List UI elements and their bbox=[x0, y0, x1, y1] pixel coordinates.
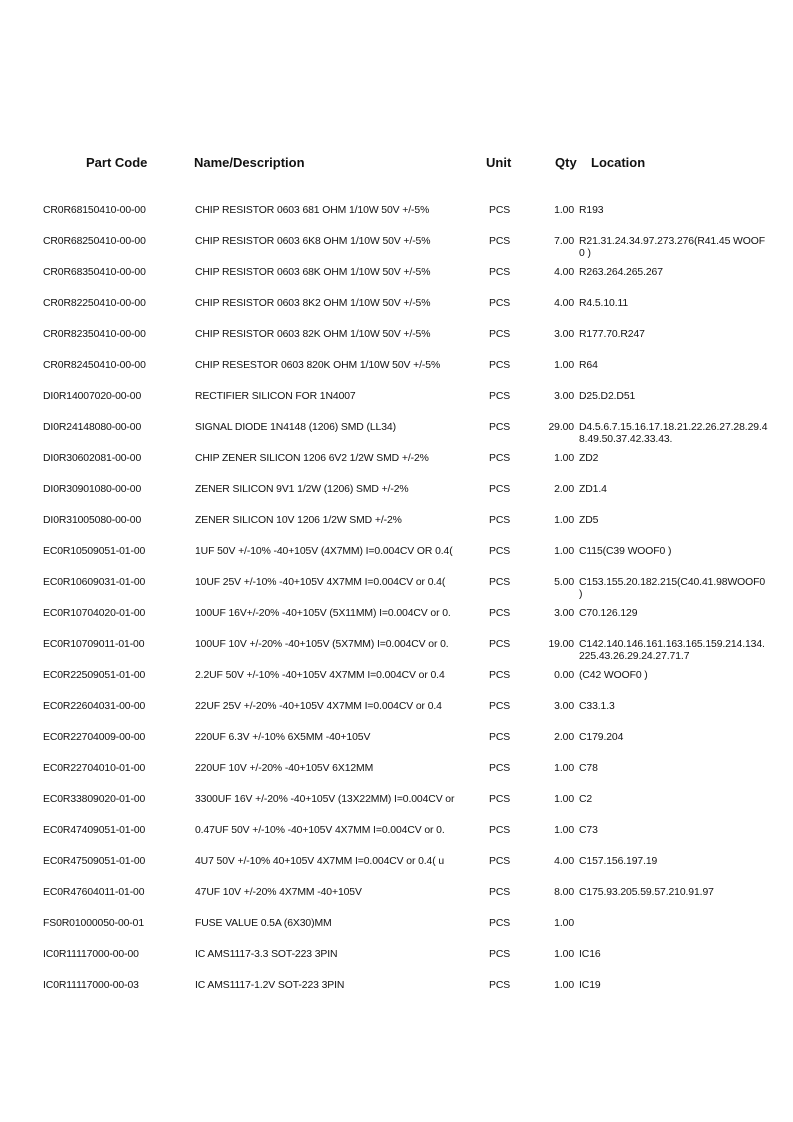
description-cell: 2.2UF 50V +/-10% -40+105V 4X7MM I=0.004CV or 0.4 bbox=[195, 670, 445, 681]
unit-cell: PCS bbox=[489, 670, 511, 681]
table-row bbox=[0, 453, 793, 484]
location-cell: C179.204 bbox=[579, 732, 624, 743]
part-code-cell: EC0R10709011-01-00 bbox=[43, 639, 145, 650]
qty-cell: 1.00 bbox=[554, 205, 574, 216]
description-cell: IC AMS1117-1.2V SOT-223 3PIN bbox=[195, 980, 345, 991]
part-code-cell: FS0R01000050-00-01 bbox=[43, 918, 145, 929]
part-code-cell: EC0R22604031-00-00 bbox=[43, 701, 146, 712]
description-cell: CHIP RESISTOR 0603 8K2 OHM 1/10W 50V +/-5% bbox=[195, 298, 431, 309]
header-name-description: Name/Description bbox=[194, 155, 305, 170]
table-row bbox=[0, 205, 793, 236]
part-code-cell: EC0R22509051-01-00 bbox=[43, 670, 146, 681]
table-row bbox=[0, 298, 793, 329]
unit-cell: PCS bbox=[489, 329, 511, 340]
table-row bbox=[0, 670, 793, 701]
description-cell: 100UF 16V+/-20% -40+105V (5X11MM) I=0.004CV or 0. bbox=[195, 608, 451, 619]
description-cell: 47UF 10V +/-20% 4X7MM -40+105V bbox=[195, 887, 362, 898]
qty-cell: 4.00 bbox=[554, 267, 574, 278]
part-code-cell: DI0R30901080-00-00 bbox=[43, 484, 142, 495]
table-row bbox=[0, 236, 793, 267]
unit-cell: PCS bbox=[489, 205, 511, 216]
qty-cell: 1.00 bbox=[554, 825, 574, 836]
qty-cell: 1.00 bbox=[554, 515, 574, 526]
part-code-cell: EC0R22704010-01-00 bbox=[43, 763, 146, 774]
part-code-cell: EC0R22704009-00-00 bbox=[43, 732, 146, 743]
description-cell: 4U7 50V +/-10% 40+105V 4X7MM I=0.004CV or 0.4( u bbox=[195, 856, 445, 867]
unit-cell: PCS bbox=[489, 608, 511, 619]
qty-cell: 2.00 bbox=[554, 484, 574, 495]
qty-cell: 4.00 bbox=[554, 298, 574, 309]
description-cell: ZENER SILICON 10V 1206 1/2W SMD +/-2% bbox=[195, 515, 402, 526]
unit-cell: PCS bbox=[489, 515, 511, 526]
location-cell: R21.31.24.34.97.273.276(R41.45 WOOF0 ) bbox=[579, 236, 765, 259]
qty-cell: 3.00 bbox=[554, 701, 574, 712]
unit-cell: PCS bbox=[489, 825, 511, 836]
unit-cell: PCS bbox=[489, 360, 511, 371]
description-cell: CHIP RESISTOR 0603 68K OHM 1/10W 50V +/-5% bbox=[195, 267, 431, 278]
qty-cell: 1.00 bbox=[554, 763, 574, 774]
location-cell: D4.5.6.7.15.16.17.18.21.22.26.27.28.29.48.49.50.37.42.33.43. bbox=[579, 422, 768, 445]
location-cell: C175.93.205.59.57.210.91.97 bbox=[579, 887, 714, 898]
location-cell: C153.155.20.182.215(C40.41.98WOOF0 ) bbox=[579, 577, 766, 600]
unit-cell: PCS bbox=[489, 422, 511, 433]
unit-cell: PCS bbox=[489, 887, 511, 898]
location-cell: C70.126.129 bbox=[579, 608, 638, 619]
description-cell: 100UF 10V +/-20% -40+105V (5X7MM) I=0.004CV or 0. bbox=[195, 639, 449, 650]
location-cell: R64 bbox=[579, 360, 598, 371]
qty-cell: 19.00 bbox=[548, 639, 574, 650]
qty-cell: 3.00 bbox=[554, 329, 574, 340]
qty-cell: 7.00 bbox=[554, 236, 574, 247]
table-row bbox=[0, 515, 793, 546]
unit-cell: PCS bbox=[489, 236, 511, 247]
location-cell: C33.1.3 bbox=[579, 701, 615, 712]
location-cell: C115(C39 WOOF0 ) bbox=[579, 546, 672, 557]
part-code-cell: CR0R68150410-00-00 bbox=[43, 205, 146, 216]
table-row bbox=[0, 360, 793, 391]
location-cell: ZD2 bbox=[579, 453, 599, 464]
table-row bbox=[0, 329, 793, 360]
description-cell: 220UF 6.3V +/-10% 6X5MM -40+105V bbox=[195, 732, 371, 743]
unit-cell: PCS bbox=[489, 639, 511, 650]
description-cell: 10UF 25V +/-10% -40+105V 4X7MM I=0.004CV or 0.4( bbox=[195, 577, 446, 588]
header-qty: Qty bbox=[555, 155, 577, 170]
table-row bbox=[0, 701, 793, 732]
parts-table bbox=[0, 205, 793, 1011]
description-cell: 1UF 50V +/-10% -40+105V (4X7MM) I=0.004CV OR 0.4( bbox=[195, 546, 453, 557]
description-cell: 3300UF 16V +/-20% -40+105V (13X22MM) I=0.004CV or bbox=[195, 794, 455, 805]
location-cell: (C42 WOOF0 ) bbox=[579, 670, 648, 681]
part-code-cell: EC0R47409051-01-00 bbox=[43, 825, 146, 836]
qty-cell: 5.00 bbox=[554, 577, 574, 588]
part-code-cell: DI0R24148080-00-00 bbox=[43, 422, 142, 433]
qty-cell: 0.00 bbox=[554, 670, 574, 681]
table-row bbox=[0, 639, 793, 670]
description-cell: 0.47UF 50V +/-10% -40+105V 4X7MM I=0.004CV or 0. bbox=[195, 825, 445, 836]
qty-cell: 3.00 bbox=[554, 608, 574, 619]
unit-cell: PCS bbox=[489, 732, 511, 743]
description-cell: IC AMS1117-3.3 SOT-223 3PIN bbox=[195, 949, 338, 960]
unit-cell: PCS bbox=[489, 918, 511, 929]
part-code-cell: CR0R68350410-00-00 bbox=[43, 267, 146, 278]
part-code-cell: EC0R47604011-01-00 bbox=[43, 887, 145, 898]
location-cell: R177.70.R247 bbox=[579, 329, 645, 340]
qty-cell: 1.00 bbox=[554, 360, 574, 371]
location-cell: IC19 bbox=[579, 980, 601, 991]
table-row bbox=[0, 825, 793, 856]
part-code-cell: EC0R10704020-01-00 bbox=[43, 608, 146, 619]
header-unit: Unit bbox=[486, 155, 512, 170]
part-code-cell: DI0R31005080-00-00 bbox=[43, 515, 142, 526]
location-cell: ZD1.4 bbox=[579, 484, 607, 495]
unit-cell: PCS bbox=[489, 701, 511, 712]
unit-cell: PCS bbox=[489, 484, 511, 495]
description-cell: ZENER SILICON 9V1 1/2W (1206) SMD +/-2% bbox=[195, 484, 409, 495]
description-cell: CHIP RESESTOR 0603 820K OHM 1/10W 50V +/-5% bbox=[195, 360, 441, 371]
table-row bbox=[0, 267, 793, 298]
location-cell: R263.264.265.267 bbox=[579, 267, 663, 278]
qty-cell: 4.00 bbox=[554, 856, 574, 867]
table-row bbox=[0, 980, 793, 1011]
table-row bbox=[0, 577, 793, 608]
header-part-code: Part Code bbox=[86, 155, 148, 170]
table-row bbox=[0, 422, 793, 453]
part-code-cell: DI0R14007020-00-00 bbox=[43, 391, 142, 402]
unit-cell: PCS bbox=[489, 794, 511, 805]
unit-cell: PCS bbox=[489, 298, 511, 309]
qty-cell: 2.00 bbox=[554, 732, 574, 743]
part-code-cell: CR0R82450410-00-00 bbox=[43, 360, 146, 371]
location-cell: C73 bbox=[579, 825, 598, 836]
table-row bbox=[0, 732, 793, 763]
unit-cell: PCS bbox=[489, 267, 511, 278]
location-cell: C157.156.197.19 bbox=[579, 856, 658, 867]
unit-cell: PCS bbox=[489, 391, 511, 402]
location-cell: D25.D2.D51 bbox=[579, 391, 636, 402]
qty-cell: 1.00 bbox=[554, 980, 574, 991]
description-cell: SIGNAL DIODE 1N4148 (1206) SMD (LL34) bbox=[195, 422, 396, 433]
qty-cell: 1.00 bbox=[554, 546, 574, 557]
description-cell: CHIP ZENER SILICON 1206 6V2 1/2W SMD +/-2% bbox=[195, 453, 429, 464]
qty-cell: 1.00 bbox=[554, 453, 574, 464]
table-row bbox=[0, 391, 793, 422]
table-row bbox=[0, 949, 793, 980]
location-cell: IC16 bbox=[579, 949, 601, 960]
qty-cell: 29.00 bbox=[548, 422, 574, 433]
table-row bbox=[0, 546, 793, 577]
unit-cell: PCS bbox=[489, 949, 511, 960]
description-cell: RECTIFIER SILICON FOR 1N4007 bbox=[195, 391, 356, 402]
unit-cell: PCS bbox=[489, 856, 511, 867]
unit-cell: PCS bbox=[489, 763, 511, 774]
part-code-cell: IC0R11117000-00-00 bbox=[43, 949, 139, 960]
qty-cell: 3.00 bbox=[554, 391, 574, 402]
part-code-cell: EC0R10609031-01-00 bbox=[43, 577, 146, 588]
table-row bbox=[0, 608, 793, 639]
part-code-cell: IC0R11117000-00-03 bbox=[43, 980, 139, 991]
qty-cell: 1.00 bbox=[554, 794, 574, 805]
qty-cell: 8.00 bbox=[554, 887, 574, 898]
part-code-cell: EC0R10509051-01-00 bbox=[43, 546, 146, 557]
description-cell: CHIP RESISTOR 0603 681 OHM 1/10W 50V +/-5% bbox=[195, 205, 430, 216]
table-row bbox=[0, 794, 793, 825]
location-cell: R4.5.10.11 bbox=[579, 298, 629, 309]
part-code-cell: DI0R30602081-00-00 bbox=[43, 453, 142, 464]
description-cell: 22UF 25V +/-20% -40+105V 4X7MM I=0.004CV or 0.4 bbox=[195, 701, 442, 712]
location-cell: R193 bbox=[579, 205, 604, 216]
part-code-cell: CR0R82250410-00-00 bbox=[43, 298, 146, 309]
qty-cell: 1.00 bbox=[554, 918, 574, 929]
location-cell: ZD5 bbox=[579, 515, 599, 526]
part-code-cell: CR0R68250410-00-00 bbox=[43, 236, 146, 247]
part-code-cell: EC0R47509051-01-00 bbox=[43, 856, 146, 867]
qty-cell: 1.00 bbox=[554, 949, 574, 960]
table-row bbox=[0, 763, 793, 794]
part-code-cell: CR0R82350410-00-00 bbox=[43, 329, 146, 340]
unit-cell: PCS bbox=[489, 546, 511, 557]
table-row bbox=[0, 856, 793, 887]
unit-cell: PCS bbox=[489, 453, 511, 464]
location-cell: C142.140.146.161.163.165.159.214.134.225.43.26.29.24.27.71.7 bbox=[579, 639, 765, 662]
part-code-cell: EC0R33809020-01-00 bbox=[43, 794, 146, 805]
location-cell: C78 bbox=[579, 763, 598, 774]
description-cell: 220UF 10V +/-20% -40+105V 6X12MM bbox=[195, 763, 374, 774]
table-row bbox=[0, 918, 793, 949]
description-cell: FUSE VALUE 0.5A (6X30)MM bbox=[195, 918, 332, 929]
table-row bbox=[0, 887, 793, 918]
description-cell: CHIP RESISTOR 0603 6K8 OHM 1/10W 50V +/-5% bbox=[195, 236, 431, 247]
table-row bbox=[0, 484, 793, 515]
header-location: Location bbox=[591, 155, 646, 170]
unit-cell: PCS bbox=[489, 980, 511, 991]
description-cell: CHIP RESISTOR 0603 82K OHM 1/10W 50V +/-5% bbox=[195, 329, 431, 340]
unit-cell: PCS bbox=[489, 577, 511, 588]
location-cell: C2 bbox=[579, 794, 593, 805]
